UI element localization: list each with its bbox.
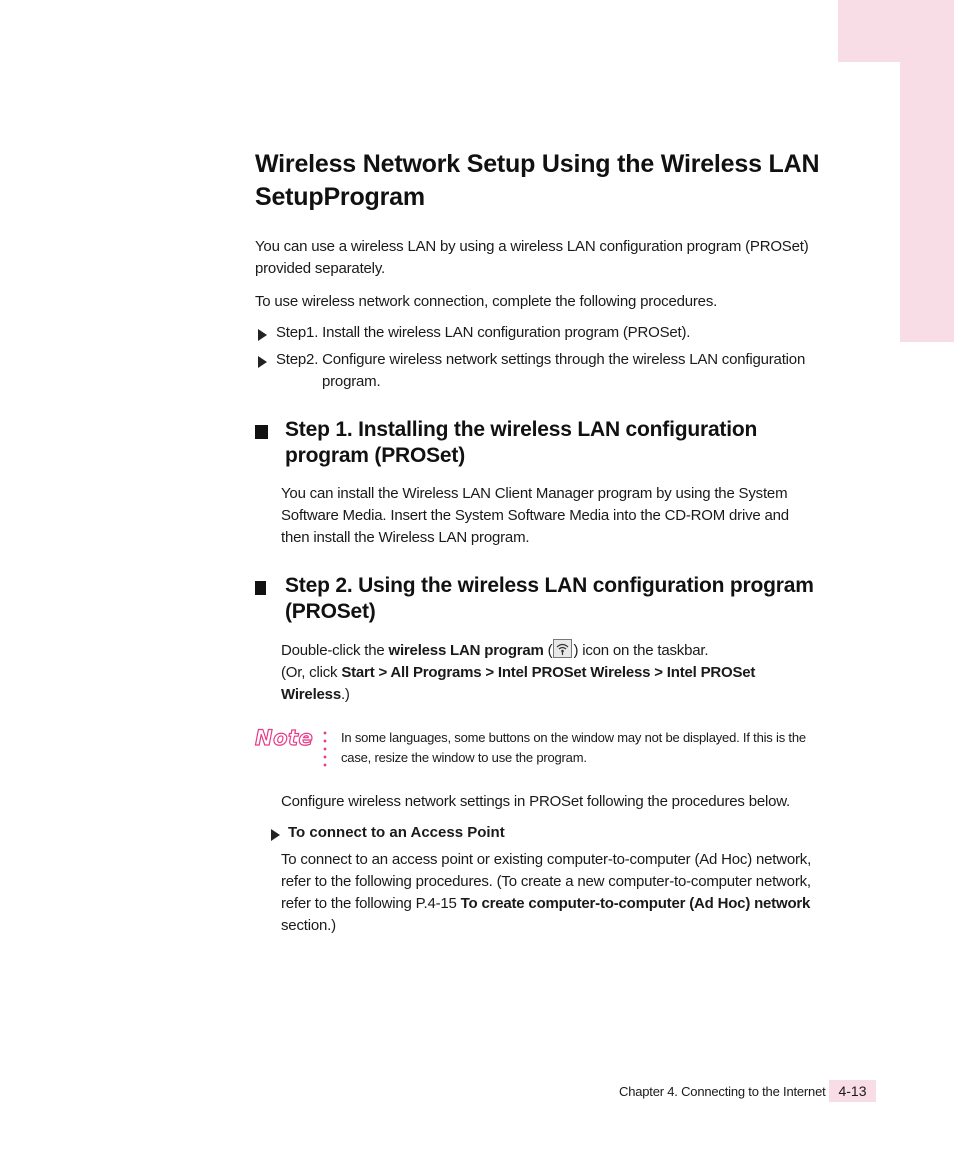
arrow-bullet-icon [258,356,267,368]
arrow-bullet-icon [271,829,280,841]
step-item-1 [258,322,816,344]
note-label: Note [255,726,314,750]
section-1-heading [255,417,815,469]
access-point-body: To connect to an access point or existing computer-to-computer (Ad Hoc) network, refer to the following procedures. (To create a new computer-to-computer network, refer to the following P.4-15 To create computer-to-computer (Ad Hoc) network section.) [281,851,812,934]
arrow-bullet-icon [258,329,267,341]
page-title: Wireless Network Setup Using the Wireless LAN SetupProgram [255,150,820,211]
footer-chapter: Chapter 4. Connecting to the Internet [619,1084,826,1099]
menu-path: Start > All Programs > Intel PROSet Wireless > Intel PROSet Wireless [281,664,756,703]
chapter-tab-top [838,0,954,62]
section-1-title: Step 1. Installing the wireless LAN configuration program (PROSet) [285,418,758,467]
step-text: Step1. Install the wireless LAN configuration program (PROSet). [276,324,691,341]
cross-reference: To create computer-to-computer (Ad Hoc) network [460,895,811,912]
double-click-instruction: Double-click the wireless LAN program ( ) icon on the taskbar. (Or, click Start > All Programs > Intel PROSet Wireless > Intel PROSet Wireless.) [281,639,821,706]
note-text: In some languages, some buttons on the window may not be displayed. If this is the case, resize the window to use the program. [341,730,806,765]
program-name: wireless LAN program [388,642,544,659]
section-1-body: You can install the Wireless LAN Client Manager program by using the System Software Media. Insert the System Software Media into the CD-ROM drive and then install the Wireless LAN program. [281,485,789,546]
section-2-title: Step 2. Using the wireless LAN configuration program (PROSet) [285,574,814,623]
intro-paragraph: You can use a wireless LAN by using a wireless LAN configuration program (PROSet) provided separately. [255,238,809,277]
note-divider [323,729,327,767]
step-item-2 [258,349,816,393]
step-continuation: program. [322,373,381,390]
access-point-heading: To connect to an Access Point [271,822,505,844]
page-number: 4-13 [829,1080,876,1102]
procedure-intro: To use wireless network connection, complete the following procedures. [255,293,718,310]
step-text: Step2. Configure wireless network settings through the wireless LAN configuration [276,351,806,368]
square-bullet-icon [255,581,266,595]
chapter-tab-side [900,62,954,342]
square-bullet-icon [255,425,268,439]
section-2-heading [255,573,815,625]
wireless-lan-icon [553,639,572,658]
configure-paragraph: Configure wireless network settings in PROSet following the procedures below. [281,793,791,810]
